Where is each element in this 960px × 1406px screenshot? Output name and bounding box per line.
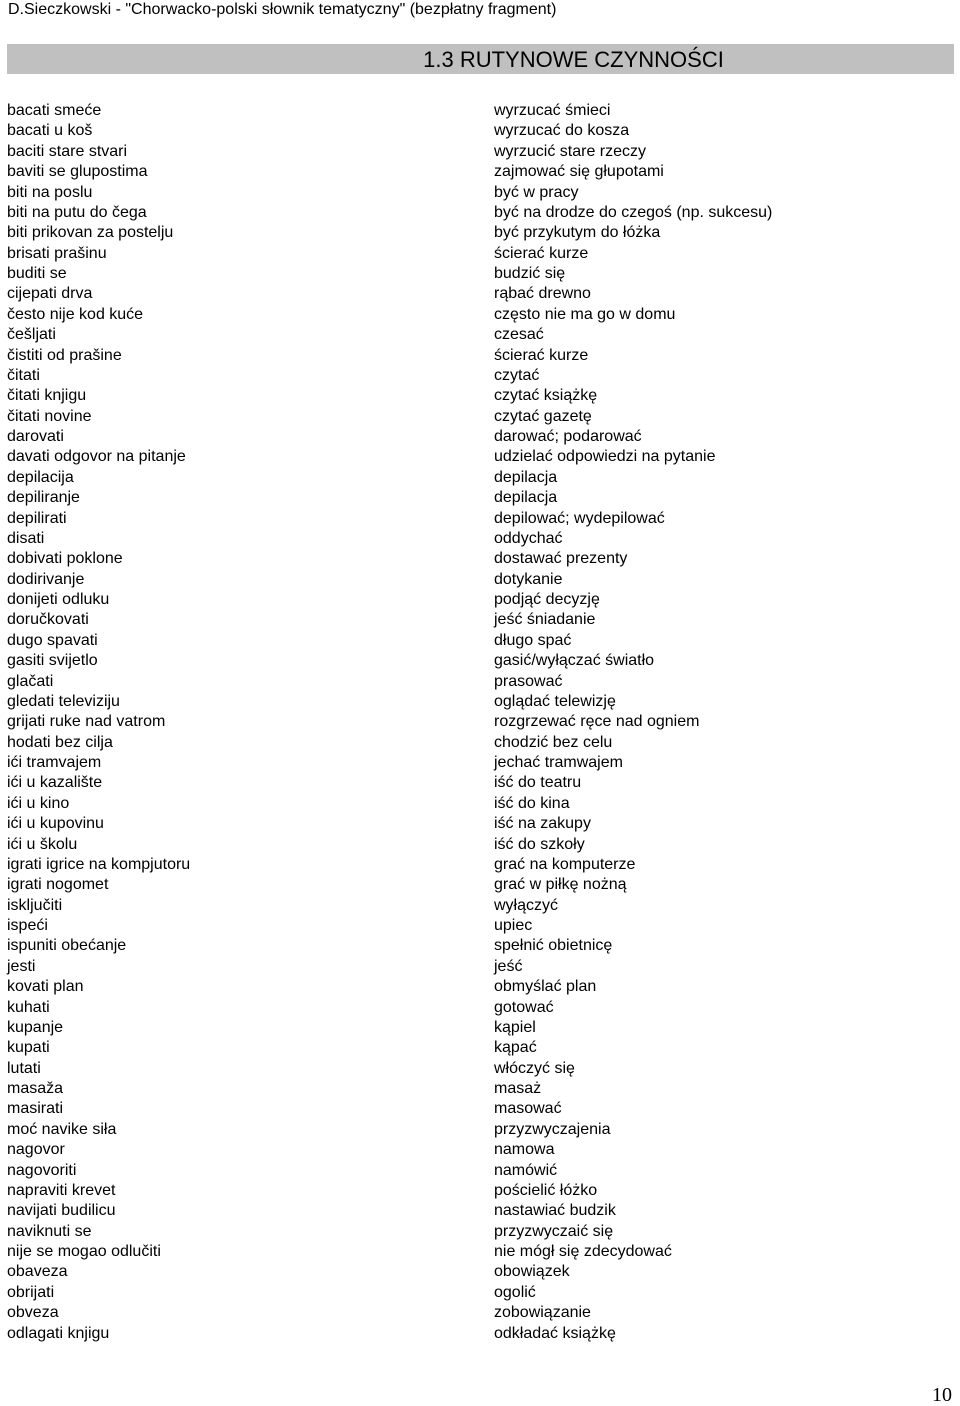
- croatian-term: jesti: [7, 957, 36, 975]
- glossary-row: [0, 570, 960, 590]
- polish-translation: nastawiać budzik: [494, 1202, 616, 1220]
- glossary-row: [0, 203, 960, 223]
- glossary-row: [0, 1303, 960, 1323]
- polish-translation: oddychać: [494, 529, 563, 547]
- croatian-term: ići tramvajem: [7, 754, 102, 771]
- polish-translation: iść do teatru: [494, 774, 582, 792]
- glossary-row: [0, 1324, 960, 1344]
- glossary-row: [0, 1242, 960, 1262]
- glossary-row: [0, 631, 960, 651]
- croatian-term: davati odgovor na pitanje: [7, 448, 186, 466]
- glossary-row: [0, 1161, 960, 1181]
- polish-translation: być przykutym do łóżka: [494, 224, 661, 242]
- glossary-row: [0, 916, 960, 936]
- croatian-term: čistiti od prašine: [7, 346, 122, 364]
- croatian-term: ići u školu: [7, 835, 78, 853]
- croatian-term: nije se mogao odlučiti: [7, 1243, 161, 1260]
- polish-translation: rąbać drewno: [494, 285, 591, 303]
- polish-translation: zajmować się głupotami: [494, 163, 664, 181]
- croatian-term: obveza: [7, 1304, 59, 1322]
- page-number: 10: [932, 1384, 952, 1406]
- section-title: 1.3 RUTYNOWE CZYNNOŚCI: [423, 47, 724, 72]
- croatian-term: depiliranje: [7, 489, 80, 507]
- glossary-row: [0, 488, 960, 508]
- glossary-row: [0, 814, 960, 834]
- polish-translation: masaż: [494, 1080, 542, 1097]
- polish-translation: dotykanie: [494, 570, 563, 588]
- polish-translation: ogolić: [494, 1283, 536, 1301]
- croatian-term: doručkovati: [7, 611, 89, 629]
- glossary-row: [0, 835, 960, 855]
- croatian-term: ići u kupovinu: [7, 815, 104, 833]
- polish-translation: wyłączyć: [494, 896, 559, 914]
- polish-translation: budzić się: [494, 265, 566, 282]
- croatian-term: disati: [7, 529, 45, 547]
- glossary-row: [0, 896, 960, 916]
- croatian-term: često nije kod kuće: [7, 305, 144, 323]
- croatian-term: bacati smeće: [7, 102, 102, 119]
- croatian-term: brisati prašinu: [7, 244, 107, 262]
- polish-translation: udzielać odpowiedzi na pytanie: [494, 448, 716, 466]
- polish-translation: czesać: [494, 326, 544, 344]
- croatian-term: biti prikovan za postelju: [7, 224, 174, 242]
- glossary-row: [0, 1018, 960, 1038]
- croatian-term: kupati: [7, 1039, 50, 1057]
- croatian-term: donijeti odluku: [7, 591, 110, 608]
- polish-translation: przyzwyczaić się: [494, 1222, 614, 1240]
- glossary-row: [0, 427, 960, 447]
- glossary-row: [0, 1079, 960, 1099]
- croatian-term: isključiti: [7, 896, 63, 914]
- glossary-row: [0, 977, 960, 997]
- croatian-term: nagovor: [7, 1141, 65, 1159]
- glossary-row: [0, 183, 960, 203]
- croatian-term: depilacija: [7, 468, 74, 486]
- polish-translation: upiec: [494, 917, 533, 934]
- glossary-row: [0, 549, 960, 569]
- croatian-term: depilirati: [7, 509, 67, 527]
- croatian-term: lutati: [7, 1059, 41, 1077]
- croatian-term: ispuniti obećanje: [7, 937, 127, 955]
- glossary-row: [0, 773, 960, 793]
- polish-translation: depilacja: [494, 489, 558, 507]
- glossary-row: [0, 366, 960, 386]
- polish-translation: prasować: [494, 672, 563, 690]
- glossary-row: [0, 1059, 960, 1079]
- croatian-term: kupanje: [7, 1018, 64, 1036]
- croatian-term: navijati budilicu: [7, 1202, 116, 1220]
- glossary-row: [0, 447, 960, 467]
- croatian-term: igrati nogomet: [7, 876, 109, 894]
- polish-translation: namówić: [494, 1161, 558, 1179]
- document-header: D.Sieczkowski - "Chorwacko-polski słownik tematyczny" (bezpłatny fragment): [8, 1, 557, 18]
- polish-translation: pościelić łóżko: [494, 1181, 598, 1199]
- polish-translation: ścierać kurze: [494, 244, 589, 262]
- glossary-row: [0, 610, 960, 630]
- croatian-term: čitati knjigu: [7, 387, 87, 405]
- glossary-row: [0, 386, 960, 406]
- polish-translation: depilować; wydepilować: [494, 509, 665, 527]
- polish-translation: iść do szkoły: [494, 835, 585, 853]
- glossary-row: [0, 957, 960, 977]
- polish-translation: wyrzucić stare rzeczy: [494, 142, 647, 160]
- polish-translation: przyzwyczajenia: [494, 1120, 611, 1138]
- polish-translation: obowiązek: [494, 1263, 570, 1281]
- polish-translation: ścierać kurze: [494, 346, 589, 364]
- glossary-row: [0, 284, 960, 304]
- polish-translation: iść na zakupy: [494, 815, 591, 833]
- polish-translation: włóczyć się: [494, 1059, 575, 1077]
- croatian-term: masirati: [7, 1100, 64, 1118]
- glossary-row: [0, 1222, 960, 1242]
- croatian-term: biti na putu do čega: [7, 203, 147, 221]
- glossary-row: [0, 1201, 960, 1221]
- croatian-term: češljati: [7, 326, 56, 344]
- glossary-row: [0, 346, 960, 366]
- polish-translation: spełnić obietnicę: [494, 937, 613, 955]
- glossary-row: [0, 998, 960, 1018]
- glossary-row: [0, 529, 960, 549]
- croatian-term: grijati ruke nad vatrom: [7, 713, 166, 731]
- polish-translation: być w pracy: [494, 183, 579, 201]
- croatian-term: napraviti krevet: [7, 1181, 116, 1199]
- polish-translation: kąpać: [494, 1039, 537, 1057]
- croatian-term: čitati novine: [7, 407, 92, 425]
- polish-translation: oglądać telewizję: [494, 692, 616, 710]
- polish-translation: obmyślać plan: [494, 978, 597, 996]
- croatian-term: obrijati: [7, 1283, 55, 1301]
- glossary-row: [0, 794, 960, 814]
- polish-translation: jechać tramwajem: [494, 754, 623, 771]
- croatian-term: kovati plan: [7, 978, 84, 996]
- croatian-term: ići u kino: [7, 794, 70, 812]
- glossary-row: [0, 753, 960, 773]
- polish-translation: być na drodze do czegoś (np. sukcesu): [494, 203, 773, 221]
- polish-translation: grać w piłkę nożną: [494, 876, 627, 894]
- polish-translation: zobowiązanie: [494, 1304, 591, 1322]
- glossary-row: [0, 468, 960, 488]
- glossary-row: [0, 223, 960, 243]
- polish-translation: rozgrzewać ręce nad ogniem: [494, 713, 700, 731]
- polish-translation: gotować: [494, 998, 554, 1016]
- croatian-term: baciti stare stvari: [7, 142, 128, 160]
- glossary-row: [0, 733, 960, 753]
- croatian-term: kuhati: [7, 998, 50, 1016]
- polish-translation: nie mógł się zdecydować: [494, 1243, 672, 1260]
- croatian-term: gledati televiziju: [7, 692, 120, 710]
- croatian-term: čitati: [7, 366, 40, 384]
- glossary-row: [0, 121, 960, 141]
- croatian-term: biti na poslu: [7, 183, 93, 201]
- croatian-term: buditi se: [7, 265, 67, 282]
- glossary-row: [0, 264, 960, 284]
- croatian-term: gasiti svijetlo: [7, 652, 98, 670]
- croatian-term: cijepati drva: [7, 285, 93, 303]
- glossary-row: [0, 325, 960, 345]
- glossary-row: [0, 712, 960, 732]
- croatian-term: bacati u koš: [7, 122, 93, 140]
- polish-translation: chodzić bez celu: [494, 733, 613, 751]
- glossary-row: [0, 692, 960, 712]
- glossary-row: [0, 305, 960, 325]
- polish-translation: wyrzucać śmieci: [494, 102, 611, 119]
- croatian-term: dodirivanje: [7, 570, 85, 588]
- glossary-row: [0, 244, 960, 264]
- glossary-row: [0, 936, 960, 956]
- polish-translation: jeść: [494, 957, 523, 975]
- polish-translation: czytać: [494, 366, 540, 384]
- glossary-row: [0, 407, 960, 427]
- glossary-row: [0, 855, 960, 875]
- croatian-term: darovati: [7, 428, 64, 445]
- glossary-table: [0, 101, 960, 1344]
- croatian-term: masaža: [7, 1080, 64, 1097]
- polish-translation: jeść śniadanie: [494, 611, 596, 629]
- polish-translation: podjąć decyzję: [494, 591, 600, 608]
- polish-translation: często nie ma go w domu: [494, 305, 676, 323]
- croatian-term: odlagati knjigu: [7, 1324, 110, 1342]
- glossary-row: [0, 672, 960, 692]
- glossary-row: [0, 590, 960, 610]
- polish-translation: kąpiel: [494, 1018, 536, 1036]
- croatian-term: moć navike siła: [7, 1120, 117, 1138]
- glossary-row: [0, 1262, 960, 1282]
- glossary-row: [0, 509, 960, 529]
- croatian-term: igrati igrice na kompjutoru: [7, 855, 191, 873]
- glossary-row: [0, 1140, 960, 1160]
- polish-translation: czytać książkę: [494, 387, 598, 405]
- section-banner: [7, 44, 954, 74]
- polish-translation: namowa: [494, 1141, 555, 1159]
- croatian-term: hodati bez cilja: [7, 733, 113, 751]
- croatian-term: obaveza: [7, 1263, 68, 1281]
- croatian-term: naviknuti se: [7, 1222, 92, 1240]
- glossary-row: [0, 1283, 960, 1303]
- glossary-row: [0, 1038, 960, 1058]
- croatian-term: dobivati poklone: [7, 550, 123, 568]
- polish-translation: masować: [494, 1100, 562, 1118]
- polish-translation: depilacja: [494, 468, 558, 486]
- polish-translation: dostawać prezenty: [494, 550, 628, 568]
- croatian-term: dugo spavati: [7, 631, 98, 649]
- polish-translation: grać na komputerze: [494, 855, 636, 873]
- glossary-row: [0, 651, 960, 671]
- croatian-term: ići u kazalište: [7, 774, 103, 792]
- polish-translation: czytać gazetę: [494, 407, 592, 425]
- polish-translation: wyrzucać do kosza: [494, 122, 630, 140]
- polish-translation: długo spać: [494, 631, 572, 649]
- glossary-row: [0, 875, 960, 895]
- glossary-row: [0, 1099, 960, 1119]
- polish-translation: darować; podarować: [494, 428, 642, 445]
- croatian-term: baviti se glupostima: [7, 163, 148, 181]
- croatian-term: nagovoriti: [7, 1161, 77, 1179]
- glossary-row: [0, 1120, 960, 1140]
- polish-translation: odkładać książkę: [494, 1324, 616, 1342]
- glossary-row: [0, 162, 960, 182]
- glossary-row: [0, 142, 960, 162]
- glossary-row: [0, 1181, 960, 1201]
- glossary-row: [0, 101, 960, 121]
- polish-translation: gasić/wyłączać światło: [494, 652, 655, 670]
- croatian-term: glačati: [7, 672, 54, 690]
- polish-translation: iść do kina: [494, 794, 570, 812]
- croatian-term: ispeći: [7, 917, 48, 934]
